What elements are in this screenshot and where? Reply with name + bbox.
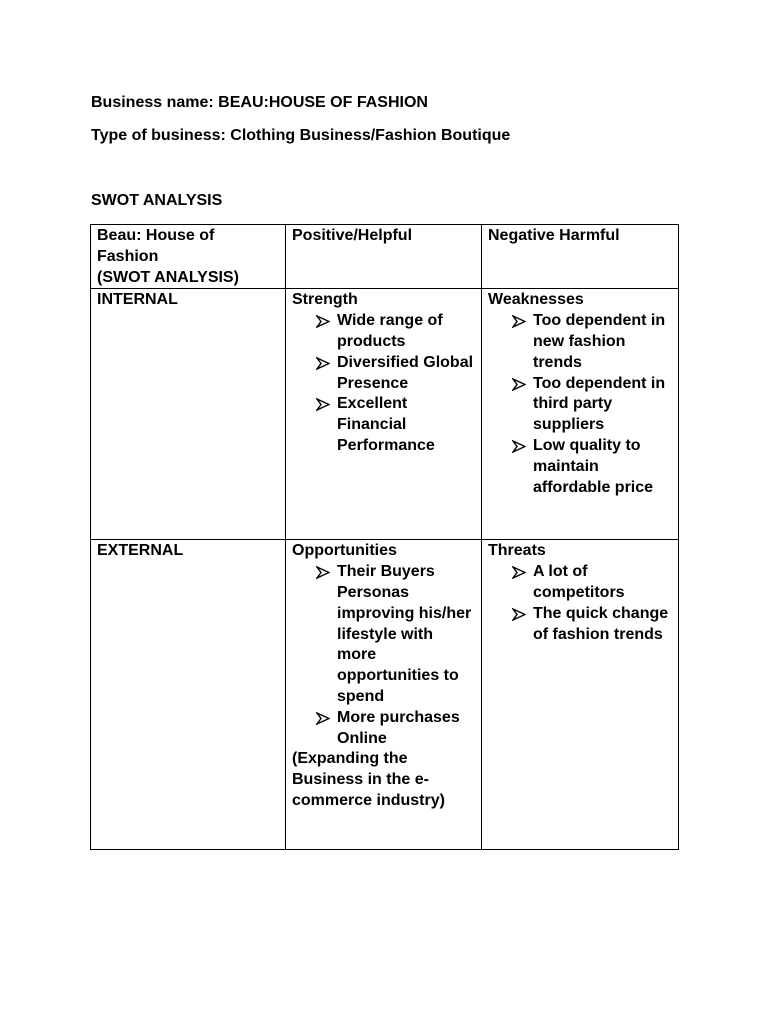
opportunities-cell xyxy=(286,540,482,850)
weaknesses-cell xyxy=(482,289,679,540)
arrowhead-bullet-icon xyxy=(316,712,330,725)
arrowhead-bullet-icon xyxy=(512,608,526,621)
header-cell-positive xyxy=(286,225,482,289)
list-item-text: Too dependent in new fashion trends xyxy=(533,312,666,371)
header-cell-label xyxy=(91,225,286,289)
arrowhead-bullet-icon xyxy=(512,566,526,579)
strengths-title: Strength xyxy=(292,291,358,309)
list-item-text: Low quality to maintain affordable price xyxy=(533,436,654,496)
weaknesses-title: Weaknesses xyxy=(488,291,584,309)
arrowhead-bullet-icon xyxy=(316,357,330,370)
business-name-line: Business name: BEAU:HOUSE OF FASHION xyxy=(91,94,428,111)
opportunities-note: (Expanding the Business in the e-commerce industry) xyxy=(292,750,445,809)
list-item-text: Excellent Financial Performance xyxy=(337,395,435,454)
swot-heading: SWOT ANALYSIS xyxy=(91,192,223,209)
list-item xyxy=(316,708,475,750)
list-item-text: Too dependent in third party suppliers xyxy=(533,374,666,434)
arrowhead-bullet-icon xyxy=(512,440,526,453)
list-item-text: Diversified Global Presence xyxy=(337,353,474,392)
table-title: Beau: House of Fashion xyxy=(97,227,215,265)
list-item xyxy=(316,394,475,456)
internal-label: INTERNAL xyxy=(97,291,178,309)
internal-row xyxy=(91,289,679,540)
strengths-cell xyxy=(286,289,482,540)
external-row xyxy=(91,540,679,850)
table-header-row xyxy=(91,225,679,289)
list-item xyxy=(512,562,672,604)
threats-title: Threats xyxy=(488,542,546,560)
list-item xyxy=(316,353,475,395)
list-item-text: Their Buyers Personas improving his/her lifestyle with more opportunities to spend xyxy=(337,563,472,705)
arrowhead-bullet-icon xyxy=(316,398,330,411)
list-item-text: The quick change of fashion trends xyxy=(533,604,669,643)
list-item xyxy=(512,311,672,373)
list-item xyxy=(316,562,475,708)
list-item xyxy=(512,436,672,498)
threats-cell xyxy=(482,540,679,850)
list-item-text: More purchases Online xyxy=(337,708,460,747)
arrowhead-bullet-icon xyxy=(316,566,330,579)
table-subtitle: (SWOT ANALYSIS) xyxy=(97,268,239,286)
business-type-line: Type of business: Clothing Business/Fashion Boutique xyxy=(91,127,511,144)
negative-harmful-heading: Negative Harmful xyxy=(488,227,620,244)
positive-helpful-heading: Positive/Helpful xyxy=(292,227,413,244)
header-cell-negative xyxy=(482,225,679,289)
strengths-list xyxy=(292,311,475,457)
external-label-cell xyxy=(91,540,286,850)
arrowhead-bullet-icon xyxy=(512,315,526,328)
internal-label-cell xyxy=(91,289,286,540)
list-item-text: A lot of competitors xyxy=(533,563,625,601)
arrowhead-bullet-icon xyxy=(316,315,330,328)
opportunities-list xyxy=(292,562,475,749)
weaknesses-list xyxy=(488,311,672,498)
list-item-text: Wide range of products xyxy=(337,312,443,350)
threats-list xyxy=(488,562,672,645)
external-label: EXTERNAL xyxy=(97,542,184,560)
opportunities-title: Opportunities xyxy=(292,542,397,560)
list-item xyxy=(512,374,672,436)
swot-table xyxy=(90,224,679,850)
list-item xyxy=(316,311,475,353)
list-item xyxy=(512,604,672,646)
arrowhead-bullet-icon xyxy=(512,378,526,391)
